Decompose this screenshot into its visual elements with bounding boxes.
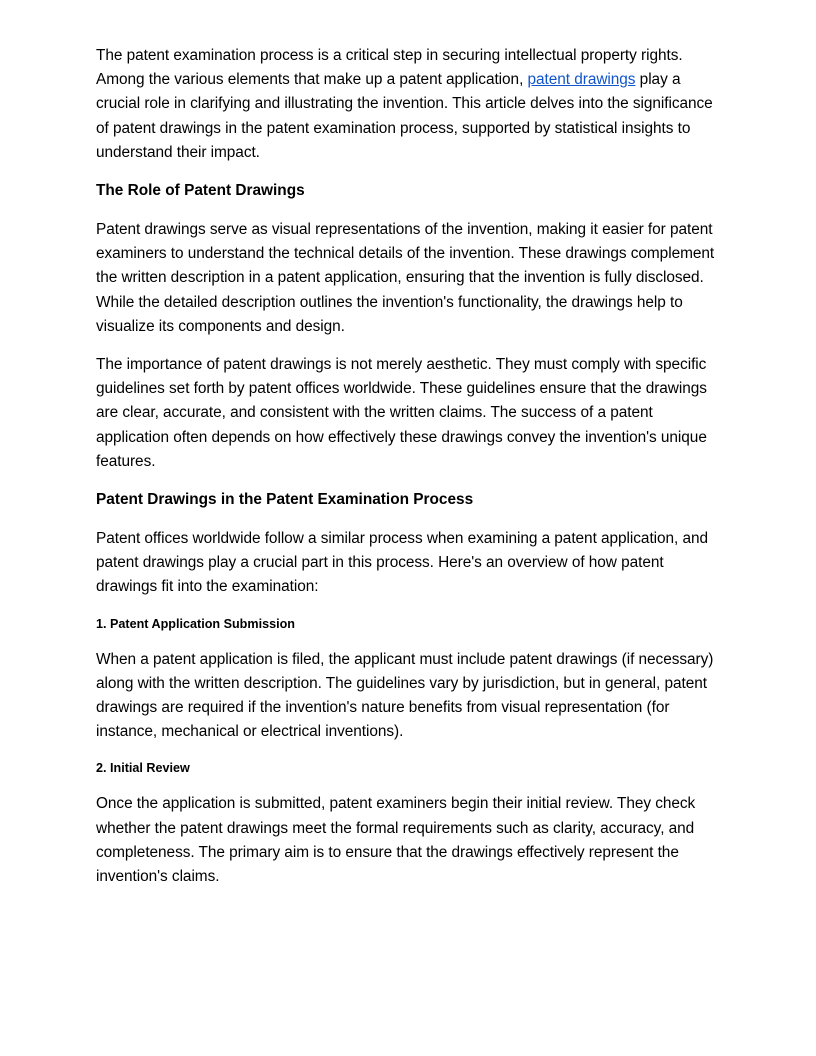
intro-paragraph [96, 44, 720, 165]
document-page [96, 44, 720, 903]
section-heading-role: The Role of Patent Drawings [96, 182, 305, 200]
intro-text-before-link: The patent examination process is a critical step in securing intellectual property rights. Among the various elements that make up a patent application, [96, 47, 683, 89]
examination-paragraph: Patent offices worldwide follow a similar process when examining a patent application, and patent drawings play a crucial part in this process. Here's an overview of how patent drawings fit into the examination: [96, 530, 709, 596]
role-paragraph-1: Patent drawings serve as visual representations of the invention, making it easier for patent examiners to understand the technical details of the invention. These drawings complement the written description in a patent application, ensuring that the invention is fully disclosed. While the detailed description outlines the invention's functionality, the drawings help to visualize its components and design. [96, 221, 715, 335]
section-heading-examination: Patent Drawings in the Patent Examination Process [96, 491, 474, 509]
step-text-submission: When a patent application is filed, the applicant must include patent drawings (if necessary) along with the written description. The guidelines vary by jurisdiction, but in general, patent drawings are required if the invention's nature benefits from visual representation (for instance, mechanical or electrical inventions). [96, 650, 714, 741]
step-heading-submission: 1. Patent Application Submission [96, 616, 295, 631]
role-paragraph-2: The importance of patent drawings is not merely aesthetic. They must comply with specific guidelines set forth by patent offices worldwide. These guidelines ensure that the drawings are clear, accurate, and consistent with the written claims. The success of a patent application often depends on how effectively these drawings convey the invention's unique features. [96, 356, 707, 470]
step-text-initial-review: Once the application is submitted, patent examiners begin their initial review. They check whether the patent drawings meet the formal requirements such as clarity, accuracy, and completeness. The primary aim is to ensure that the drawings effectively represent the invention's claims. [96, 795, 696, 886]
step-heading-initial-review: 2. Initial Review [96, 761, 190, 776]
intro-text-after-link: play a crucial role in clarifying and illustrating the invention. This article delves into the significance of patent drawings in the patent examination process, supported by statistical insights to understand their impact. [96, 71, 713, 161]
patent-drawings-link[interactable]: patent drawings [527, 71, 636, 89]
